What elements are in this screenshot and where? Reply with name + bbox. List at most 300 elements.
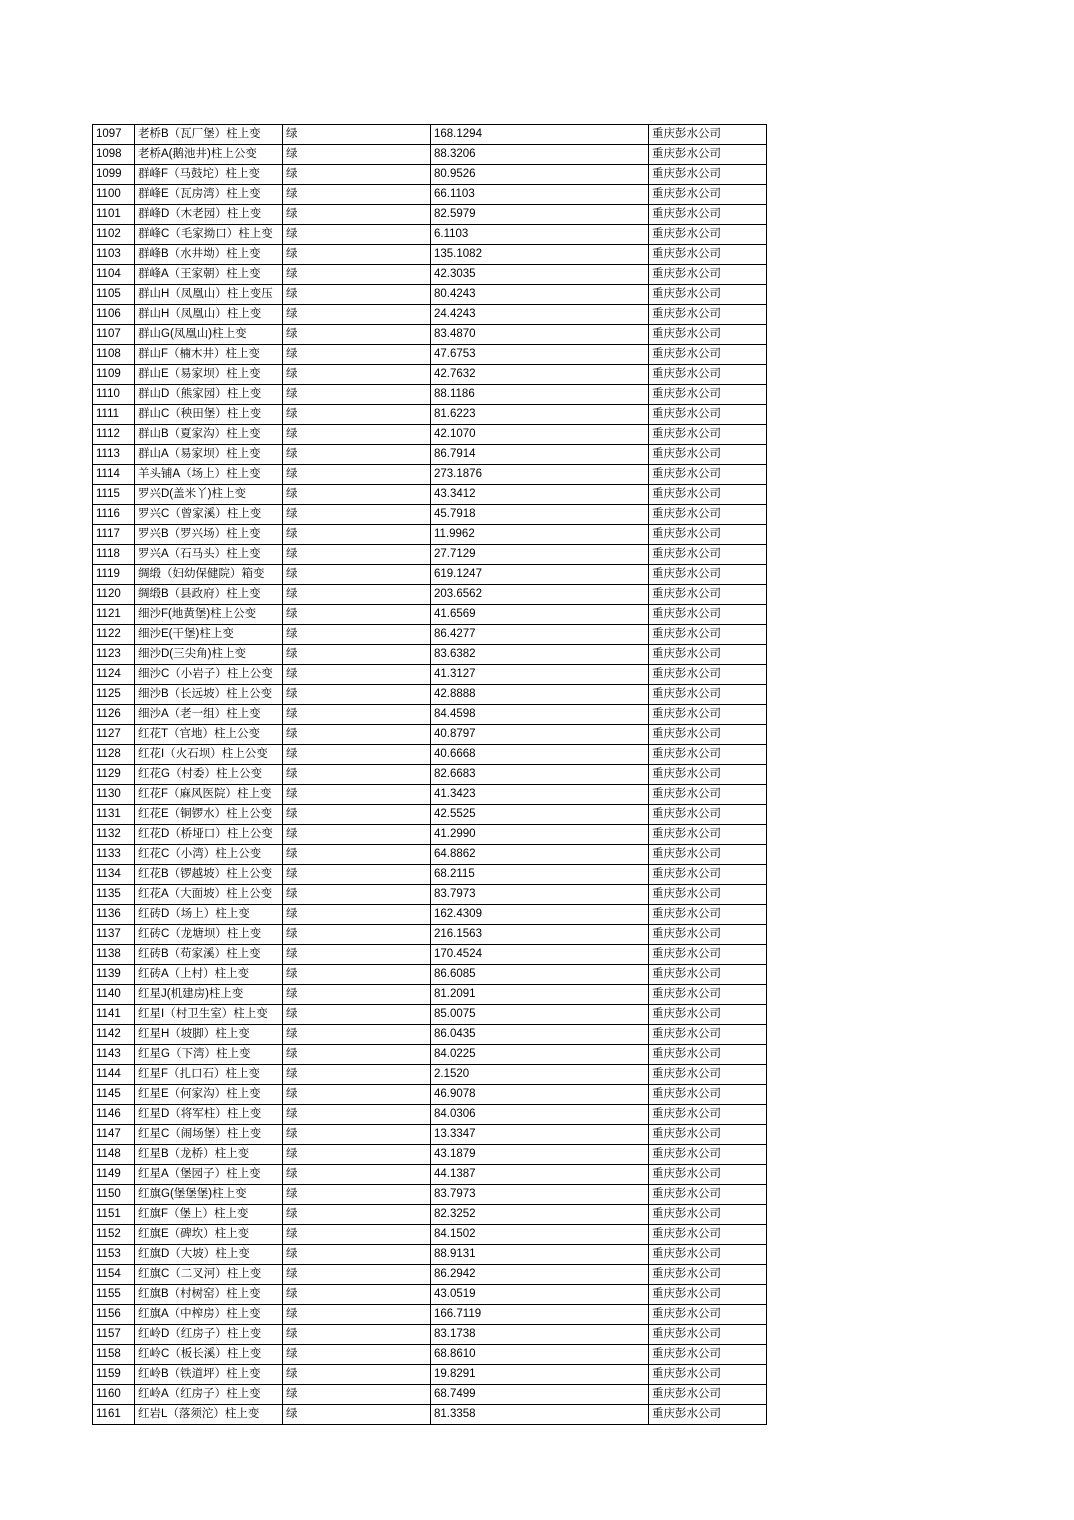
cell-name: 红星C（闹场堡）柱上变 [135,1125,283,1145]
cell-index: 1154 [93,1265,135,1285]
cell-org: 重庆彭水公司 [649,165,767,185]
cell-value: 11.9962 [431,525,649,545]
table-row [93,845,767,865]
cell-index: 1137 [93,925,135,945]
cell-color: 绿 [283,465,431,485]
cell-name: 罗兴D(盖米丫)柱上变 [135,485,283,505]
cell-value: 88.3206 [431,145,649,165]
cell-org: 重庆彭水公司 [649,1325,767,1345]
cell-org: 重庆彭水公司 [649,1205,767,1225]
table-row [93,905,767,925]
cell-index: 1151 [93,1205,135,1225]
cell-name: 群山F（楠木井）柱上变 [135,345,283,365]
cell-color: 绿 [283,985,431,1005]
cell-name: 群山B（夏家沟）柱上变 [135,425,283,445]
table-row [93,1365,767,1385]
cell-name: 红花F（麻风医院）柱上变 [135,785,283,805]
cell-value: 19.8291 [431,1365,649,1385]
cell-index: 1104 [93,265,135,285]
cell-index: 1122 [93,625,135,645]
cell-value: 135.1082 [431,245,649,265]
table-row [93,1045,767,1065]
table-row [93,1245,767,1265]
cell-name: 红旗A（中榨房）柱上变 [135,1305,283,1325]
cell-name: 群峰E（瓦房湾）柱上变 [135,185,283,205]
cell-value: 40.8797 [431,725,649,745]
cell-name: 细沙B（长远坡）柱上公变 [135,685,283,705]
cell-org: 重庆彭水公司 [649,485,767,505]
cell-color: 绿 [283,545,431,565]
cell-name: 红星J(机建房)柱上变 [135,985,283,1005]
cell-color: 绿 [283,1405,431,1425]
cell-value: 46.9078 [431,1085,649,1105]
cell-name: 红砖D（场上）柱上变 [135,905,283,925]
cell-index: 1148 [93,1145,135,1165]
cell-value: 203.6562 [431,585,649,605]
cell-value: 80.9526 [431,165,649,185]
cell-color: 绿 [283,425,431,445]
cell-name: 红花C（小湾）柱上公变 [135,845,283,865]
cell-name: 细沙E(干堡)柱上变 [135,625,283,645]
cell-index: 1106 [93,305,135,325]
table-row [93,465,767,485]
cell-color: 绿 [283,325,431,345]
cell-name: 群峰C（毛家拗口）柱上变 [135,225,283,245]
table-row [93,1285,767,1305]
cell-org: 重庆彭水公司 [649,785,767,805]
cell-value: 41.2990 [431,825,649,845]
cell-org: 重庆彭水公司 [649,1405,767,1425]
cell-index: 1116 [93,505,135,525]
cell-color: 绿 [283,805,431,825]
table-row [93,965,767,985]
cell-org: 重庆彭水公司 [649,445,767,465]
cell-name: 红旗F（堡上）柱上变 [135,1205,283,1225]
cell-name: 老桥B（瓦厂堡）柱上变 [135,125,283,145]
cell-name: 老桥A(鹅池井)柱上公变 [135,145,283,165]
cell-name: 红旗B（村树窑）柱上变 [135,1285,283,1305]
cell-value: 83.7973 [431,885,649,905]
cell-value: 84.1502 [431,1225,649,1245]
cell-index: 1101 [93,205,135,225]
cell-color: 绿 [283,625,431,645]
cell-color: 绿 [283,1345,431,1365]
cell-index: 1097 [93,125,135,145]
cell-value: 81.3358 [431,1405,649,1425]
cell-value: 86.4277 [431,625,649,645]
cell-color: 绿 [283,405,431,425]
cell-color: 绿 [283,565,431,585]
cell-value: 42.7632 [431,365,649,385]
cell-value: 88.9131 [431,1245,649,1265]
cell-value: 83.7973 [431,1185,649,1205]
cell-color: 绿 [283,905,431,925]
cell-index: 1156 [93,1305,135,1325]
cell-value: 42.1070 [431,425,649,445]
cell-color: 绿 [283,1305,431,1325]
cell-org: 重庆彭水公司 [649,365,767,385]
cell-color: 绿 [283,745,431,765]
cell-color: 绿 [283,1265,431,1285]
cell-org: 重庆彭水公司 [649,1125,767,1145]
cell-value: 45.7918 [431,505,649,525]
cell-color: 绿 [283,1105,431,1125]
cell-name: 罗兴A（石马头）柱上变 [135,545,283,565]
cell-value: 166.7119 [431,1305,649,1325]
cell-index: 1150 [93,1185,135,1205]
cell-name: 群峰F（马鼓坨）柱上变 [135,165,283,185]
cell-index: 1141 [93,1005,135,1025]
cell-org: 重庆彭水公司 [649,305,767,325]
cell-color: 绿 [283,665,431,685]
cell-name: 红砖C（龙塘坝）柱上变 [135,925,283,945]
table-row [93,205,767,225]
table-row [93,805,767,825]
cell-name: 群山C（秧田堡）柱上变 [135,405,283,425]
cell-index: 1146 [93,1105,135,1125]
cell-name: 群山E（易家坝）柱上变 [135,365,283,385]
cell-color: 绿 [283,1185,431,1205]
table-row [93,1065,767,1085]
cell-index: 1098 [93,145,135,165]
cell-name: 红花I（火石坝）柱上公变 [135,745,283,765]
table-row [93,285,767,305]
table-row [93,565,767,585]
table-row [93,585,767,605]
cell-org: 重庆彭水公司 [649,905,767,925]
cell-org: 重庆彭水公司 [649,1285,767,1305]
cell-org: 重庆彭水公司 [649,925,767,945]
table-row [93,1185,767,1205]
cell-index: 1111 [93,405,135,425]
cell-org: 重庆彭水公司 [649,765,767,785]
cell-color: 绿 [283,585,431,605]
cell-color: 绿 [283,1365,431,1385]
table-row [93,445,767,465]
cell-index: 1138 [93,945,135,965]
table-row [93,1265,767,1285]
cell-name: 红岩L（落须沱）柱上变 [135,1405,283,1425]
cell-name: 红旗E（碑坎）柱上变 [135,1225,283,1245]
cell-value: 86.7914 [431,445,649,465]
cell-name: 红岭B（铁道坪）柱上变 [135,1365,283,1385]
cell-color: 绿 [283,125,431,145]
table-row [93,385,767,405]
table-row [93,785,767,805]
cell-index: 1110 [93,385,135,405]
cell-index: 1118 [93,545,135,565]
cell-index: 1133 [93,845,135,865]
cell-color: 绿 [283,525,431,545]
table-row [93,405,767,425]
cell-value: 82.5979 [431,205,649,225]
cell-value: 82.6683 [431,765,649,785]
cell-value: 162.4309 [431,905,649,925]
cell-index: 1142 [93,1025,135,1045]
cell-org: 重庆彭水公司 [649,1365,767,1385]
cell-value: 170.4524 [431,945,649,965]
cell-org: 重庆彭水公司 [649,945,767,965]
cell-index: 1113 [93,445,135,465]
table-row [93,625,767,645]
cell-index: 1117 [93,525,135,545]
cell-org: 重庆彭水公司 [649,205,767,225]
cell-color: 绿 [283,645,431,665]
cell-name: 细沙F(地黄堡)柱上公变 [135,605,283,625]
cell-name: 红星H（坡脚）柱上变 [135,1025,283,1045]
cell-org: 重庆彭水公司 [649,1045,767,1065]
cell-color: 绿 [283,245,431,265]
cell-org: 重庆彭水公司 [649,645,767,665]
cell-name: 群峰A（王家朝）柱上变 [135,265,283,285]
cell-org: 重庆彭水公司 [649,825,767,845]
table-row [93,945,767,965]
cell-org: 重庆彭水公司 [649,705,767,725]
table-row [93,705,767,725]
cell-name: 细沙A（老一组）柱上变 [135,705,283,725]
cell-value: 168.1294 [431,125,649,145]
cell-org: 重庆彭水公司 [649,225,767,245]
cell-name: 绸缎B（县政府）柱上变 [135,585,283,605]
cell-color: 绿 [283,765,431,785]
cell-name: 群山D（熊家园）柱上变 [135,385,283,405]
cell-color: 绿 [283,345,431,365]
table-row [93,865,767,885]
cell-color: 绿 [283,1085,431,1105]
cell-index: 1143 [93,1045,135,1065]
cell-index: 1102 [93,225,135,245]
cell-value: 43.0519 [431,1285,649,1305]
cell-org: 重庆彭水公司 [649,1105,767,1125]
cell-index: 1152 [93,1225,135,1245]
cell-index: 1145 [93,1085,135,1105]
cell-color: 绿 [283,1225,431,1245]
cell-color: 绿 [283,865,431,885]
cell-index: 1099 [93,165,135,185]
cell-color: 绿 [283,1145,431,1165]
cell-index: 1119 [93,565,135,585]
cell-org: 重庆彭水公司 [649,145,767,165]
table-row [93,1345,767,1365]
cell-name: 细沙C（小岩子）柱上公变 [135,665,283,685]
cell-name: 红砖B（苟家溪）柱上变 [135,945,283,965]
cell-org: 重庆彭水公司 [649,1185,767,1205]
cell-org: 重庆彭水公司 [649,525,767,545]
cell-color: 绿 [283,305,431,325]
cell-color: 绿 [283,1065,431,1085]
cell-color: 绿 [283,225,431,245]
cell-org: 重庆彭水公司 [649,565,767,585]
cell-index: 1160 [93,1385,135,1405]
cell-org: 重庆彭水公司 [649,405,767,425]
cell-org: 重庆彭水公司 [649,865,767,885]
cell-value: 43.1879 [431,1145,649,1165]
cell-value: 64.8862 [431,845,649,865]
table-row [93,125,767,145]
cell-name: 红花G（村委）柱上公变 [135,765,283,785]
cell-color: 绿 [283,1125,431,1145]
table-row [93,485,767,505]
cell-color: 绿 [283,1165,431,1185]
cell-value: 41.6569 [431,605,649,625]
cell-value: 619.1247 [431,565,649,585]
cell-org: 重庆彭水公司 [649,1025,767,1045]
cell-value: 216.1563 [431,925,649,945]
cell-org: 重庆彭水公司 [649,585,767,605]
cell-color: 绿 [283,1385,431,1405]
cell-org: 重庆彭水公司 [649,245,767,265]
cell-index: 1109 [93,365,135,385]
table-row [93,645,767,665]
cell-org: 重庆彭水公司 [649,605,767,625]
table-row [93,725,767,745]
cell-color: 绿 [283,605,431,625]
cell-index: 1125 [93,685,135,705]
cell-name: 群山H（凤凰山）柱上变压 [135,285,283,305]
table-row [93,425,767,445]
cell-color: 绿 [283,1045,431,1065]
cell-name: 红星I（村卫生室）柱上变 [135,1005,283,1025]
cell-color: 绿 [283,685,431,705]
table-row [93,665,767,685]
cell-org: 重庆彭水公司 [649,545,767,565]
cell-value: 82.3252 [431,1205,649,1225]
cell-color: 绿 [283,445,431,465]
cell-index: 1144 [93,1065,135,1085]
cell-value: 68.8610 [431,1345,649,1365]
cell-index: 1105 [93,285,135,305]
cell-index: 1112 [93,425,135,445]
cell-name: 红花D（桥垭口）柱上公变 [135,825,283,845]
table-row [93,985,767,1005]
cell-name: 群峰B（水井坳）柱上变 [135,245,283,265]
cell-org: 重庆彭水公司 [649,965,767,985]
cell-index: 1123 [93,645,135,665]
cell-name: 红岭C（板长溪）柱上变 [135,1345,283,1365]
cell-color: 绿 [283,145,431,165]
data-table-container [92,124,766,1425]
cell-value: 273.1876 [431,465,649,485]
cell-index: 1147 [93,1125,135,1145]
table-body [93,125,767,1425]
cell-name: 红花B（锣越坡）柱上公变 [135,865,283,885]
cell-index: 1158 [93,1345,135,1365]
cell-color: 绿 [283,705,431,725]
cell-value: 13.3347 [431,1125,649,1145]
table-row [93,925,767,945]
cell-value: 86.0435 [431,1025,649,1045]
cell-org: 重庆彭水公司 [649,1225,767,1245]
cell-name: 群山H（凤凰山）柱上变 [135,305,283,325]
table-row [93,605,767,625]
table-row [93,1025,767,1045]
cell-org: 重庆彭水公司 [649,125,767,145]
cell-value: 86.2942 [431,1265,649,1285]
cell-index: 1120 [93,585,135,605]
cell-index: 1153 [93,1245,135,1265]
cell-org: 重庆彭水公司 [649,1385,767,1405]
cell-name: 细沙D(三尖角)柱上变 [135,645,283,665]
cell-index: 1149 [93,1165,135,1185]
table-row [93,145,767,165]
cell-org: 重庆彭水公司 [649,1005,767,1025]
cell-index: 1100 [93,185,135,205]
cell-org: 重庆彭水公司 [649,325,767,345]
cell-org: 重庆彭水公司 [649,1165,767,1185]
table-row [93,765,767,785]
cell-color: 绿 [283,945,431,965]
cell-color: 绿 [283,485,431,505]
cell-index: 1157 [93,1325,135,1345]
table-row [93,345,767,365]
cell-value: 84.4598 [431,705,649,725]
cell-org: 重庆彭水公司 [649,725,767,745]
table-row [93,1405,767,1425]
cell-name: 群峰D（木老园）柱上变 [135,205,283,225]
cell-color: 绿 [283,165,431,185]
table-row [93,1325,767,1345]
cell-value: 84.0225 [431,1045,649,1065]
cell-index: 1129 [93,765,135,785]
cell-org: 重庆彭水公司 [649,425,767,445]
cell-org: 重庆彭水公司 [649,1265,767,1285]
cell-value: 66.1103 [431,185,649,205]
cell-name: 红花A（大面坡）柱上公变 [135,885,283,905]
cell-color: 绿 [283,285,431,305]
table-row [93,1085,767,1105]
cell-value: 83.6382 [431,645,649,665]
cell-name: 红星F（扎口石）柱上变 [135,1065,283,1085]
cell-color: 绿 [283,1245,431,1265]
cell-value: 83.1738 [431,1325,649,1345]
cell-org: 重庆彭水公司 [649,1345,767,1365]
cell-index: 1128 [93,745,135,765]
cell-index: 1115 [93,485,135,505]
cell-name: 红岭D（红房子）柱上变 [135,1325,283,1345]
cell-org: 重庆彭水公司 [649,885,767,905]
cell-index: 1139 [93,965,135,985]
cell-org: 重庆彭水公司 [649,805,767,825]
cell-org: 重庆彭水公司 [649,385,767,405]
cell-color: 绿 [283,1285,431,1305]
cell-value: 68.7499 [431,1385,649,1405]
table-row [93,685,767,705]
cell-value: 84.0306 [431,1105,649,1125]
cell-color: 绿 [283,1325,431,1345]
cell-name: 绸缎（妇幼保健院）箱变 [135,565,283,585]
cell-color: 绿 [283,725,431,745]
cell-index: 1159 [93,1365,135,1385]
cell-value: 88.1186 [431,385,649,405]
cell-value: 44.1387 [431,1165,649,1185]
cell-index: 1103 [93,245,135,265]
cell-name: 红星A（堡园子）柱上变 [135,1165,283,1185]
cell-color: 绿 [283,185,431,205]
table-row [93,365,767,385]
cell-index: 1124 [93,665,135,685]
cell-color: 绿 [283,205,431,225]
cell-name: 红星D（将军柱）柱上变 [135,1105,283,1125]
cell-value: 83.4870 [431,325,649,345]
cell-color: 绿 [283,885,431,905]
cell-value: 41.3423 [431,785,649,805]
table-row [93,245,767,265]
table-row [93,305,767,325]
cell-index: 1127 [93,725,135,745]
cell-index: 1131 [93,805,135,825]
table-row [93,265,767,285]
cell-color: 绿 [283,385,431,405]
